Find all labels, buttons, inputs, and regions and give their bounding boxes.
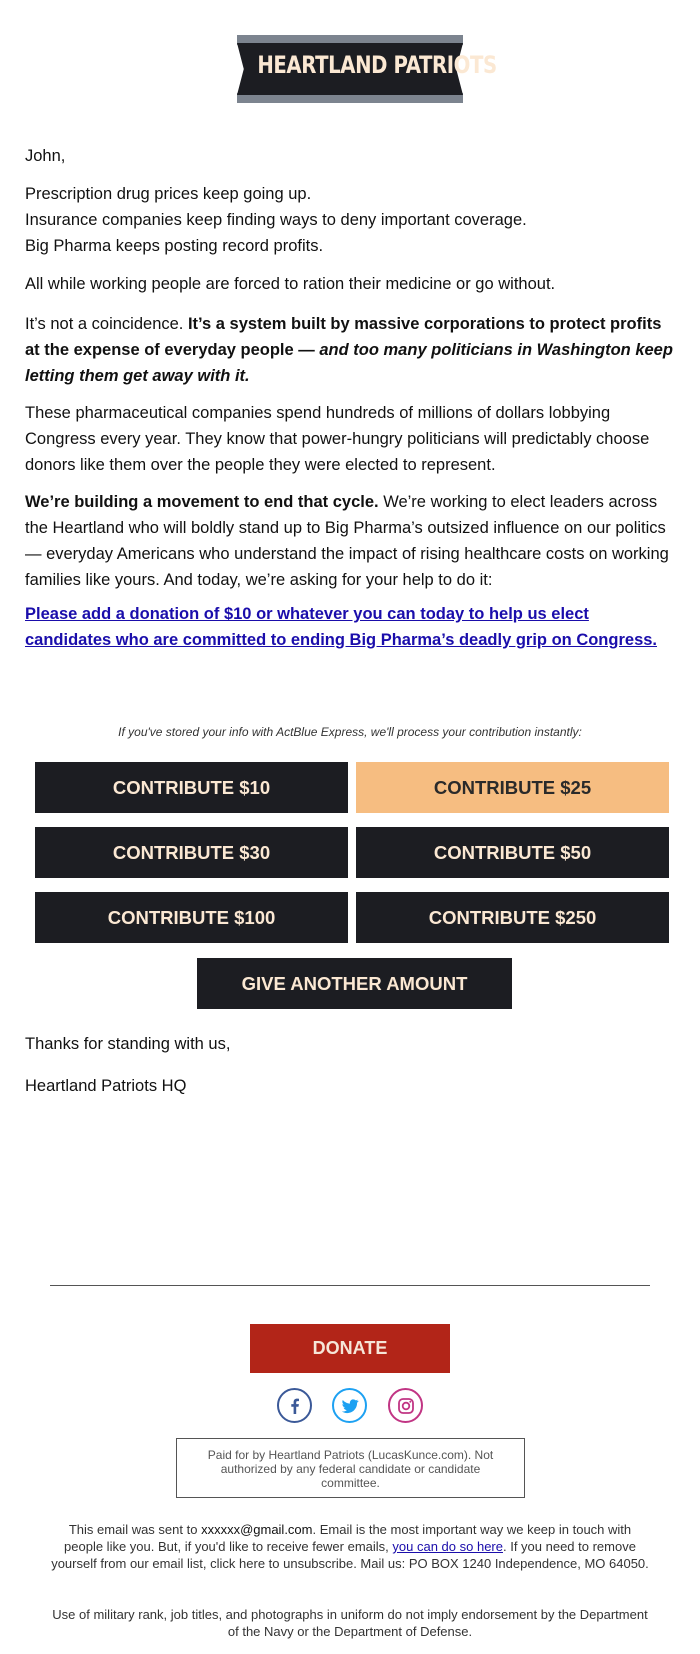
- signature: [25, 1073, 675, 1099]
- lobbying-text: These pharmaceutical companies spend hundreds of millions of dollars lobbying Congress every year. They know that power-hungry politicians will predictably choose donors like them over the people they were elected to represent.: [25, 404, 650, 474]
- heartland-patriots-logo: [237, 35, 497, 103]
- paragraph-ration: [25, 271, 675, 297]
- donation-cta-link[interactable]: Please add a donation of $10 or whatever you can today to help us elect candidates who are committed to ending Big Pharma’s deadly grip on Congress.: [25, 605, 658, 649]
- signoff: [25, 1031, 675, 1057]
- movement-rest-text: We’re working to elect leaders across the Heartland who will boldly stand up to Big Pharma’s outsized influence on our politics — everyday Americans who understand the impact of rising healthcare costs on working families like yours. And today, we’re asking for your help to do it:: [25, 493, 669, 589]
- system-bold-italic-text: and too many politicians in Washington keep letting them get away with it.: [25, 341, 673, 385]
- military-disclaimer: Use of military rank, job titles, and photographs in uniform do not imply endorsement by the Department of the Navy or the Department of Defense.: [52, 1607, 648, 1639]
- contribute-30-button[interactable]: CONTRIBUTE $30: [35, 827, 348, 878]
- twitter-icon: [340, 1396, 360, 1416]
- sent-suffix-text: . If you need to remove yourself from our email list, click here to unsubscribe. Mail us: PO BOX 1240 Independence, MO 64050.: [51, 1539, 649, 1571]
- recipient-email: xxxxxx@gmail.com: [201, 1522, 313, 1537]
- greeting-text: John,: [25, 147, 66, 165]
- ration-text: All while working people are forced to ration their medicine or go without.: [25, 275, 556, 293]
- actblue-express-note: If you've stored your info with ActBlue Express, we'll process your contribution instantly:: [118, 725, 582, 739]
- instagram-link[interactable]: [388, 1388, 423, 1423]
- donate-button[interactable]: DONATE: [250, 1324, 450, 1373]
- movement-bold-text: We’re building a movement to end that cycle.: [25, 493, 379, 511]
- twitter-link[interactable]: [332, 1388, 367, 1423]
- sent-middle-text: . Email is the most important way we keep in touch with people like you. But, if you'd like to receive fewer emails,: [64, 1522, 632, 1554]
- contribute-100-button[interactable]: CONTRIBUTE $100: [35, 892, 348, 943]
- prices-line-3: Big Pharma keeps posting record profits.: [25, 237, 324, 255]
- logo-text: HEARTLAND PATRIOTS: [257, 51, 497, 79]
- facebook-icon: [285, 1396, 305, 1416]
- prices-line-1: Prescription drug prices keep going up.: [25, 185, 312, 203]
- sent-prefix-text: This email was sent to: [68, 1522, 202, 1537]
- signature-text: Heartland Patriots HQ: [25, 1077, 187, 1095]
- signoff-text: Thanks for standing with us,: [25, 1035, 231, 1053]
- system-bold-text: It’s a system built by massive corporations to protect profits at the expense of everyday people —: [25, 315, 662, 359]
- paragraph-cta: [25, 601, 675, 653]
- paragraph-lobbying: [25, 400, 675, 478]
- contribute-50-button[interactable]: CONTRIBUTE $50: [356, 827, 669, 878]
- paid-for-disclaimer: Paid for by Heartland Patriots (LucasKunce.com). Not authorized by any federal candidate or candidate committee.: [176, 1438, 525, 1498]
- give-another-amount-button[interactable]: GIVE ANOTHER AMOUNT: [197, 958, 512, 1009]
- fewer-emails-link[interactable]: you can do so here: [392, 1539, 503, 1554]
- prices-line-2: Insurance companies keep finding ways to deny important coverage.: [25, 211, 527, 229]
- footer-divider: [50, 1285, 650, 1286]
- paragraph-movement: [25, 489, 675, 593]
- contribute-25-button[interactable]: CONTRIBUTE $25: [356, 762, 669, 813]
- instagram-icon: [396, 1396, 416, 1416]
- footer-email-notice: [50, 1521, 650, 1572]
- paragraph-prices: [25, 181, 675, 259]
- paragraph-system: [25, 311, 675, 389]
- facebook-link[interactable]: [277, 1388, 312, 1423]
- contribute-10-button[interactable]: CONTRIBUTE $10: [35, 762, 348, 813]
- greeting: [25, 143, 675, 169]
- contribute-250-button[interactable]: CONTRIBUTE $250: [356, 892, 669, 943]
- system-plain-text: It’s not a coincidence.: [25, 315, 188, 333]
